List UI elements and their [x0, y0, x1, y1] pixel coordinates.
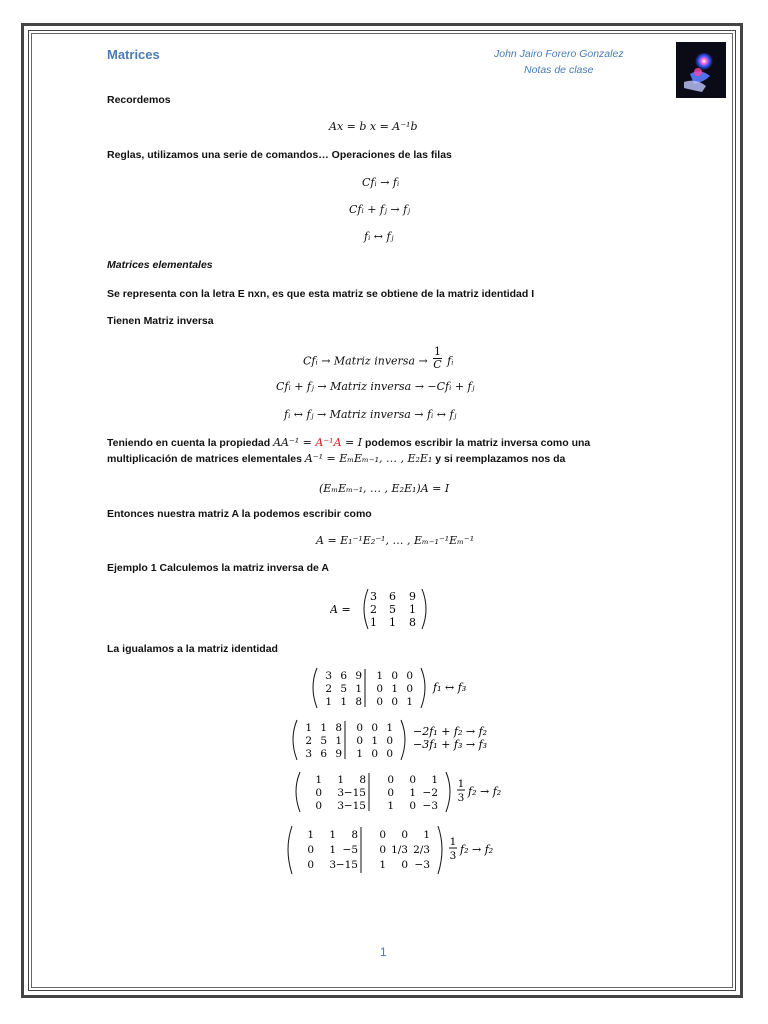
right-paren	[438, 826, 442, 874]
matrix-a-cell: 5	[389, 603, 396, 616]
header-subtitle: Notas de clase	[524, 64, 594, 76]
augmented-cell: −15	[343, 800, 366, 812]
augmented-cell: 8	[335, 722, 342, 734]
equation-ax-b: Ax = b x = A⁻¹b	[329, 120, 418, 133]
augmented-cell: 0	[386, 735, 393, 747]
augmented-cell: 0	[371, 722, 378, 734]
augmented-cell: 0	[371, 748, 378, 760]
augmented-cell: 3	[329, 859, 336, 871]
matrix-a-cell: 9	[409, 590, 416, 603]
text-entonces: Entonces nuestra matriz A la podemos escribir como	[107, 508, 372, 520]
inverse-rule-1: Cfᵢ → Matriz inversa → $\frac{1}{C}$ fᵢ	[303, 345, 454, 371]
page-number: 1	[380, 945, 387, 959]
augmented-cell: 0	[386, 748, 393, 760]
augmented-cell: 1	[329, 829, 336, 841]
augmented-cell: 0	[401, 859, 408, 871]
augmented-cell: 3	[337, 787, 344, 799]
left-paren	[313, 668, 317, 708]
augmented-cell: 0	[387, 787, 394, 799]
augmented-cell: 1	[423, 829, 430, 841]
matrix-a-cell: 3	[370, 590, 377, 603]
augmented-cell: 0	[406, 670, 413, 682]
matrix-a-cell: 2	[370, 603, 377, 616]
augmented-matrix-step-4	[280, 824, 510, 880]
text-recordemos: Recordemos	[107, 94, 171, 106]
augmented-cell: 0	[307, 859, 314, 871]
left-paren	[293, 720, 297, 760]
text-multiplicacion: multiplicación de matrices elementales A⁻¹ = EₘEₘ₋₁, … , E₂E₁ y si reemplazamos nos da	[107, 452, 566, 465]
augmented-cell: 1	[406, 696, 413, 708]
row-operation: −2f₁ + f₂ → f₂	[413, 725, 488, 738]
augmented-cell: 0	[315, 800, 322, 812]
equation-product-identity: (EₘEₘ₋₁, … , E₂E₁)A = I	[319, 482, 450, 495]
text-iguala: La igualamos a la matriz identidad	[107, 643, 278, 655]
augmented-cell: −15	[343, 787, 366, 799]
augmented-cell: 1	[356, 748, 363, 760]
text-tienen-inversa: Tienen Matriz inversa	[107, 315, 214, 327]
row-operation: −3f₁ + f₃ → f₃	[413, 738, 488, 751]
augmented-cell: 5	[320, 735, 327, 747]
text-teniendo: Teniendo en cuenta la propiedad AA⁻¹ = A⁻¹A = I podemos escribir la matriz inversa como una	[107, 436, 591, 449]
augmented-cell: 0	[356, 735, 363, 747]
augmented-cell: 3	[305, 748, 312, 760]
text-reglas: Reglas, utilizamos una serie de comandos… Operaciones de las filas	[107, 149, 452, 161]
equation-a-decomposition: A = E₁⁻¹E₂⁻¹, … , Eₘ₋₁⁻¹Eₘ⁻¹	[316, 534, 475, 547]
augmented-cell: 1/3	[391, 844, 408, 856]
augmented-cell: 1	[409, 787, 416, 799]
augmented-cell: 2/3	[413, 844, 430, 856]
augmented-cell: 0	[391, 670, 398, 682]
augmented-matrix-step-1	[305, 666, 485, 712]
augmented-cell: 0	[356, 722, 363, 734]
right-paren	[401, 720, 405, 760]
augmented-cell: 0	[315, 787, 322, 799]
augmented-cell: 1	[431, 774, 438, 786]
augmented-cell: 1	[329, 844, 336, 856]
header-author: John Jairo Forero Gonzalez	[494, 48, 624, 60]
row-operation: f₂ → f₂	[468, 785, 502, 798]
augmented-cell: 1	[386, 722, 393, 734]
section-title-elementales: Matrices elementales	[107, 259, 213, 271]
augmented-cell: 1	[379, 859, 386, 871]
matrix-a-cell: 6	[389, 590, 396, 603]
header-title: Matrices	[107, 47, 160, 62]
augmented-cell: 0	[307, 844, 314, 856]
augmented-cell: −2	[422, 787, 438, 799]
augmented-cell: 0	[401, 829, 408, 841]
augmented-cell: 5	[340, 683, 347, 695]
matrix-a	[330, 586, 440, 632]
left-paren	[288, 826, 292, 874]
augmented-cell: 0	[391, 696, 398, 708]
matrix-a-cell: 1	[409, 603, 416, 616]
inverse-rule-3: fᵢ ↔ fⱼ → Matriz inversa → fᵢ ↔ fⱼ	[284, 408, 457, 421]
augmented-cell: 0	[387, 774, 394, 786]
rule-add-rows: Cfᵢ + fⱼ → fⱼ	[349, 203, 411, 216]
rule-swap-rows: fᵢ ↔ fⱼ	[364, 230, 394, 243]
op-fraction-denominator: 3	[457, 792, 465, 804]
augmented-cell: 0	[379, 844, 386, 856]
augmented-cell: 0	[379, 829, 386, 841]
augmented-cell: 3	[325, 670, 332, 682]
augmented-cell: 0	[376, 683, 383, 695]
augmented-cell: −3	[422, 800, 438, 812]
augmented-cell: 8	[355, 696, 362, 708]
augmented-cell: −3	[414, 859, 430, 871]
row-operation: f₁ ↔ f₃	[433, 681, 467, 694]
text-elementales-desc: Se representa con la letra E nxn, es que esta matriz se obtiene de la matriz identidad I	[107, 288, 535, 300]
rule-scale-row: Cfᵢ → fᵢ	[362, 176, 400, 189]
highlighted-inverse: A⁻¹A	[315, 436, 342, 449]
augmented-cell: 1	[320, 722, 327, 734]
augmented-cell: 0	[409, 800, 416, 812]
augmented-cell: 1	[335, 735, 342, 747]
augmented-cell: 9	[335, 748, 342, 760]
augmented-cell: 1	[315, 774, 322, 786]
augmented-cell: 1	[376, 670, 383, 682]
augmented-cell: 2	[325, 683, 332, 695]
text-ejemplo: Ejemplo 1 Calculemos la matriz inversa de A	[107, 562, 329, 574]
augmented-cell: 0	[376, 696, 383, 708]
augmented-cell: 0	[406, 683, 413, 695]
row-operation: f₂ → f₂	[460, 843, 494, 856]
augmented-cell: −15	[335, 859, 358, 871]
right-paren	[446, 772, 450, 812]
left-paren	[296, 772, 300, 812]
augmented-cell: 1	[307, 829, 314, 841]
augmented-cell: 9	[355, 670, 362, 682]
augmented-cell: 8	[359, 774, 366, 786]
augmented-cell: 0	[409, 774, 416, 786]
augmented-matrix-step-2	[285, 718, 525, 764]
augmented-cell: 1	[387, 800, 394, 812]
author-logo-image	[676, 42, 726, 98]
augmented-matrix-step-3	[288, 770, 508, 822]
augmented-cell: 1	[337, 774, 344, 786]
matrix-a-cell: 8	[409, 616, 416, 629]
matrix-a-lhs: A =	[330, 603, 351, 616]
augmented-cell: 1	[391, 683, 398, 695]
augmented-cell: 1	[340, 696, 347, 708]
augmented-cell: 1	[305, 722, 312, 734]
op-fraction-denominator: 3	[449, 850, 457, 862]
augmented-cell: 2	[305, 735, 312, 747]
augmented-cell: 3	[337, 800, 344, 812]
op-fraction-numerator: 1	[449, 836, 457, 848]
matrix-a-cell: 1	[389, 616, 396, 629]
augmented-cell: 6	[340, 670, 347, 682]
right-paren	[421, 668, 425, 708]
augmented-cell: 1	[355, 683, 362, 695]
augmented-cell: −5	[342, 844, 358, 856]
augmented-cell: 6	[320, 748, 327, 760]
matrix-a-cell: 1	[370, 616, 377, 629]
augmented-cell: 1	[325, 696, 332, 708]
op-fraction-numerator: 1	[457, 778, 465, 790]
augmented-cell: 8	[351, 829, 358, 841]
inverse-rule-2: Cfᵢ + fⱼ → Matriz inversa → −Cfᵢ + fⱼ	[276, 380, 475, 393]
augmented-cell: 1	[371, 735, 378, 747]
